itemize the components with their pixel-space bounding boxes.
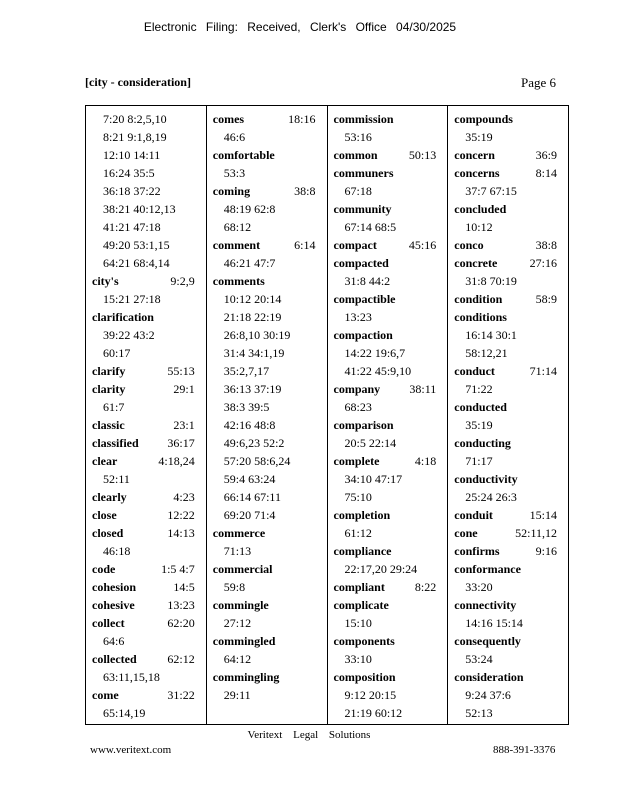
index-refs-continuation: 15:21 27:18 (103, 292, 161, 306)
index-term: comparison (333, 418, 394, 432)
index-entry (92, 650, 201, 668)
index-refs-continuation: 64:6 (103, 634, 125, 648)
index-refs-continuation: 25:24 26:3 (465, 490, 517, 504)
index-entry (334, 416, 443, 434)
index-refs-continuation: 57:20 58:6,24 (223, 454, 291, 468)
index-refs-continuation: 33:10 (344, 652, 372, 666)
index-entry (213, 272, 322, 290)
index-refs-continuation: 22:17,20 29:24 (344, 562, 418, 576)
index-entry (213, 596, 322, 614)
index-term: collect (92, 616, 125, 630)
index-refs-continuation: 59:4 63:24 (223, 472, 276, 486)
index-entry (92, 380, 201, 398)
index-term: closed (92, 526, 124, 540)
index-entry (213, 110, 322, 128)
index-entry (92, 578, 201, 596)
index-term: cohesion (92, 580, 137, 594)
index-entry (334, 290, 443, 308)
index-term: commingling (212, 670, 280, 684)
index-term: comes (212, 112, 245, 126)
index-refs-continuation: 61:12 (344, 526, 372, 540)
index-refs-continuation: 26:8,10 30:19 (223, 328, 291, 342)
index-refs-continuation: 34:10 47:17 (344, 472, 403, 486)
index-refs: 14:5 (173, 580, 195, 594)
index-refs-continuation: 39:22 43:2 (103, 328, 155, 342)
index-refs-continuation: 48:19 62:8 (223, 202, 276, 216)
index-term: conditions (454, 310, 507, 324)
index-term: conduit (454, 508, 493, 522)
index-refs-continuation: 71:22 (465, 382, 493, 396)
index-entry (334, 632, 443, 650)
index-term: clearly (92, 490, 127, 504)
page-range: [city - consideration] (85, 75, 191, 89)
index-grid (85, 105, 569, 725)
index-term: consequently (454, 634, 521, 648)
index-refs: 38:8 (535, 238, 557, 252)
index-term: clarify (92, 364, 126, 378)
index-refs: 29:1 (173, 382, 195, 396)
index-entry (92, 596, 201, 614)
index-refs: 52:11,12 (515, 526, 557, 540)
index-refs-continuation: 35:19 (465, 130, 493, 144)
index-refs-continuation: 61:7 (103, 400, 125, 414)
index-term: compounds (454, 112, 513, 126)
index-refs-continuation: 60:17 (103, 346, 131, 360)
index-refs: 62:12 (167, 652, 195, 666)
index-refs: 38:8 (294, 184, 316, 198)
index-refs-continuation: 12:10 14:11 (103, 148, 161, 162)
index-term: conco (454, 238, 484, 252)
index-column-2 (207, 106, 328, 724)
index-term: come (92, 688, 119, 702)
index-refs-continuation: 8:21 9:1,8,19 (103, 130, 167, 144)
index-refs: 15:14 (529, 508, 557, 522)
index-entry (334, 542, 443, 560)
page-number: Page 6 (521, 75, 557, 90)
index-entry (92, 686, 201, 704)
index-refs-continuation: 68:12 (223, 220, 252, 234)
index-term: comfortable (212, 148, 275, 162)
index-term: clear (92, 454, 118, 468)
index-refs-continuation: 49:20 53:1,15 (103, 238, 170, 252)
index-refs: 1:5 4:7 (161, 562, 195, 576)
index-refs-continuation: 31:8 44:2 (344, 274, 391, 288)
index-refs-continuation: 53:24 (465, 652, 493, 666)
index-refs: 45:16 (408, 238, 437, 252)
index-term: commerce (212, 526, 266, 540)
index-entry (92, 506, 201, 524)
index-refs-continuation: 65:14,19 (103, 706, 146, 720)
index-entry (454, 146, 563, 164)
index-term: confirms (454, 544, 500, 558)
index-entry (92, 362, 201, 380)
index-refs: 23:1 (173, 418, 195, 432)
index-term: completion (333, 508, 391, 522)
index-refs-continuation: 31:8 70:19 (465, 274, 517, 288)
index-entry (334, 146, 443, 164)
index-entry (454, 164, 563, 182)
index-entry (92, 272, 201, 290)
index-refs-continuation: 64:21 68:4,14 (103, 256, 170, 270)
index-entry (334, 110, 443, 128)
index-refs-continuation: 14:22 19:6,7 (344, 346, 406, 360)
index-entry (334, 200, 443, 218)
index-term: compliant (333, 580, 385, 594)
index-refs-continuation: 52:13 (465, 706, 493, 720)
index-term: cohesive (92, 598, 135, 612)
index-entry (92, 308, 201, 326)
index-refs: 31:22 (167, 688, 195, 702)
index-refs: 38:11 (409, 382, 437, 396)
index-refs-continuation: 46:21 47:7 (223, 256, 276, 270)
index-entry (454, 254, 563, 272)
index-refs-continuation: 27:12 (223, 616, 252, 630)
footer-company: Veritext Legal Solutions (247, 729, 371, 741)
index-refs-continuation: 69:20 71:4 (223, 508, 276, 522)
footer-phone: 888-391-3376 (493, 744, 556, 756)
index-term: conduct (454, 364, 495, 378)
index-refs-continuation: 33:20 (465, 580, 493, 594)
index-refs-continuation: 36:18 37:22 (103, 184, 161, 198)
index-entry (454, 200, 563, 218)
index-refs: 62:20 (167, 616, 195, 630)
index-entry (454, 524, 563, 542)
index-term: concerns (454, 166, 500, 180)
index-entry (454, 236, 563, 254)
index-refs-continuation: 49:6,23 52:2 (223, 436, 285, 450)
index-refs-continuation: 16:14 30:1 (465, 328, 517, 342)
index-term: commingled (212, 634, 276, 648)
index-entry (92, 560, 201, 578)
index-term: compactible (333, 292, 396, 306)
index-term: close (92, 508, 117, 522)
index-refs: 13:23 (167, 598, 195, 612)
index-refs-continuation: 9:24 37:6 (465, 688, 511, 702)
index-refs: 58:9 (535, 292, 557, 306)
index-term: collected (92, 652, 137, 666)
index-refs-continuation: 38:21 40:12,13 (103, 202, 176, 216)
index-refs: 14:13 (167, 526, 195, 540)
index-refs-continuation: 36:13 37:19 (223, 382, 282, 396)
index-entry (454, 308, 563, 326)
index-term: compacted (333, 256, 389, 270)
index-refs-continuation: 7:20 8:2,5,10 (103, 112, 167, 126)
index-term: complicate (333, 598, 389, 612)
index-refs: 27:16 (529, 256, 557, 270)
index-refs: 36:17 (167, 436, 195, 450)
index-term: comments (212, 274, 265, 288)
index-entry (92, 614, 201, 632)
index-term: common (333, 148, 378, 162)
index-term: cone (454, 526, 478, 540)
index-entry (454, 110, 563, 128)
index-refs-continuation: 21:18 22:19 (223, 310, 282, 324)
index-refs: 8:14 (535, 166, 557, 180)
index-entry (92, 488, 201, 506)
index-refs: 4:18 (414, 454, 437, 468)
index-entry (454, 362, 563, 380)
index-refs: 9:2,9 (170, 274, 195, 288)
index-refs-continuation: 21:19 60:12 (344, 706, 403, 720)
index-entry (334, 326, 443, 344)
index-refs-continuation: 53:16 (344, 130, 372, 144)
index-entry (454, 290, 563, 308)
index-column-3 (328, 106, 449, 724)
index-column-4 (448, 106, 568, 724)
index-entry (334, 254, 443, 272)
index-refs-continuation: 14:16 15:14 (465, 616, 523, 630)
index-refs-continuation: 29:11 (223, 688, 251, 702)
index-term: conformance (454, 562, 521, 576)
index-refs-continuation: 10:12 (465, 220, 493, 234)
index-entry (334, 668, 443, 686)
index-refs-continuation: 52:11 (103, 472, 130, 486)
index-term: coming (212, 184, 251, 198)
index-term: clarity (92, 382, 126, 396)
index-term: compaction (333, 328, 393, 342)
index-refs-continuation: 67:18 (344, 184, 372, 198)
index-entry (213, 146, 322, 164)
index-term: classic (92, 418, 125, 432)
index-term: communers (333, 166, 394, 180)
index-entry (213, 182, 322, 200)
index-entry (92, 524, 201, 542)
index-column-1 (86, 106, 207, 724)
index-refs-continuation: 16:24 35:5 (103, 166, 155, 180)
index-refs-continuation: 75:10 (344, 490, 372, 504)
index-refs: 9:16 (535, 544, 557, 558)
index-refs-continuation: 35:2,7,17 (223, 364, 270, 378)
index-term: composition (333, 670, 396, 684)
index-entry (454, 560, 563, 578)
index-refs: 71:14 (529, 364, 557, 378)
index-refs-continuation: 53:3 (223, 166, 246, 180)
filing-stamp: Electronic Filing: Received, Clerk's Office 04/30/2025 (143, 20, 457, 34)
index-refs-continuation: 46:18 (103, 544, 131, 558)
index-entry (454, 542, 563, 560)
index-entry (213, 632, 322, 650)
index-entry (454, 434, 563, 452)
index-term: conducting (454, 436, 511, 450)
index-term: concern (454, 148, 495, 162)
index-term: conducted (454, 400, 507, 414)
index-term: concluded (454, 202, 507, 216)
index-entry (454, 632, 563, 650)
index-entry (92, 434, 201, 452)
index-entry (454, 668, 563, 686)
index-refs: 4:23 (173, 490, 195, 504)
index-refs-continuation: 37:7 67:15 (465, 184, 517, 198)
index-term: connectivity (454, 598, 517, 612)
index-refs: 8:22 (414, 580, 437, 594)
index-entry (92, 416, 201, 434)
index-refs-continuation: 58:12,21 (465, 346, 508, 360)
index-term: commission (333, 112, 394, 126)
index-entry (454, 398, 563, 416)
index-entry (334, 236, 443, 254)
index-term: consideration (454, 670, 524, 684)
index-refs-continuation: 46:6 (223, 130, 246, 144)
index-refs: 4:18,24 (158, 454, 195, 468)
index-entry (213, 524, 322, 542)
index-refs-continuation: 41:22 45:9,10 (344, 364, 412, 378)
footer-website: www.veritext.com (90, 744, 172, 756)
index-entry (334, 380, 443, 398)
index-refs-continuation: 41:21 47:18 (103, 220, 161, 234)
index-refs-continuation: 31:4 34:1,19 (223, 346, 285, 360)
index-refs-continuation: 68:23 (344, 400, 372, 414)
index-term: components (333, 634, 395, 648)
index-entry (213, 560, 322, 578)
index-refs-continuation: 13:23 (344, 310, 372, 324)
index-refs-continuation: 35:19 (465, 418, 493, 432)
index-term: classified (92, 436, 139, 450)
index-refs-continuation: 38:3 39:5 (223, 400, 270, 414)
index-term: comment (212, 238, 261, 252)
index-entry (334, 596, 443, 614)
index-entry (213, 668, 322, 686)
index-refs-continuation: 42:16 48:8 (223, 418, 276, 432)
index-entry (213, 236, 322, 254)
index-refs: 6:14 (294, 238, 316, 252)
index-refs-continuation: 59:8 (223, 580, 246, 594)
index-refs-continuation: 66:14 67:11 (223, 490, 281, 504)
index-term: commercial (212, 562, 273, 576)
index-term: clarification (92, 310, 154, 324)
index-refs-continuation: 71:17 (465, 454, 493, 468)
index-term: company (333, 382, 381, 396)
index-entry (334, 164, 443, 182)
index-entry (454, 470, 563, 488)
index-term: condition (454, 292, 503, 306)
index-term: community (333, 202, 392, 216)
index-entry (92, 452, 201, 470)
index-refs: 12:22 (167, 508, 195, 522)
index-refs: 55:13 (167, 364, 195, 378)
index-refs-continuation: 71:13 (223, 544, 252, 558)
index-entry (334, 506, 443, 524)
index-term: compact (333, 238, 377, 252)
index-entry (454, 596, 563, 614)
index-entry (334, 452, 443, 470)
index-refs: 50:13 (408, 148, 437, 162)
index-entry (454, 506, 563, 524)
index-refs-continuation: 10:12 20:14 (223, 292, 282, 306)
index-refs-continuation: 20:5 22:14 (344, 436, 397, 450)
index-refs-continuation: 63:11,15,18 (103, 670, 160, 684)
index-refs: 36:9 (535, 148, 557, 162)
index-entry (334, 578, 443, 596)
index-term: code (92, 562, 116, 576)
index-term: city's (92, 274, 119, 288)
index-refs-continuation: 64:12 (223, 652, 252, 666)
index-refs-continuation: 15:10 (344, 616, 372, 630)
index-term: commingle (212, 598, 269, 612)
index-refs-continuation: 9:12 20:15 (344, 688, 397, 702)
index-term: conductivity (454, 472, 518, 486)
index-refs-continuation: 67:14 68:5 (344, 220, 397, 234)
index-term: concrete (454, 256, 498, 270)
index-term: complete (333, 454, 380, 468)
index-refs: 18:16 (288, 112, 316, 126)
index-term: compliance (333, 544, 392, 558)
